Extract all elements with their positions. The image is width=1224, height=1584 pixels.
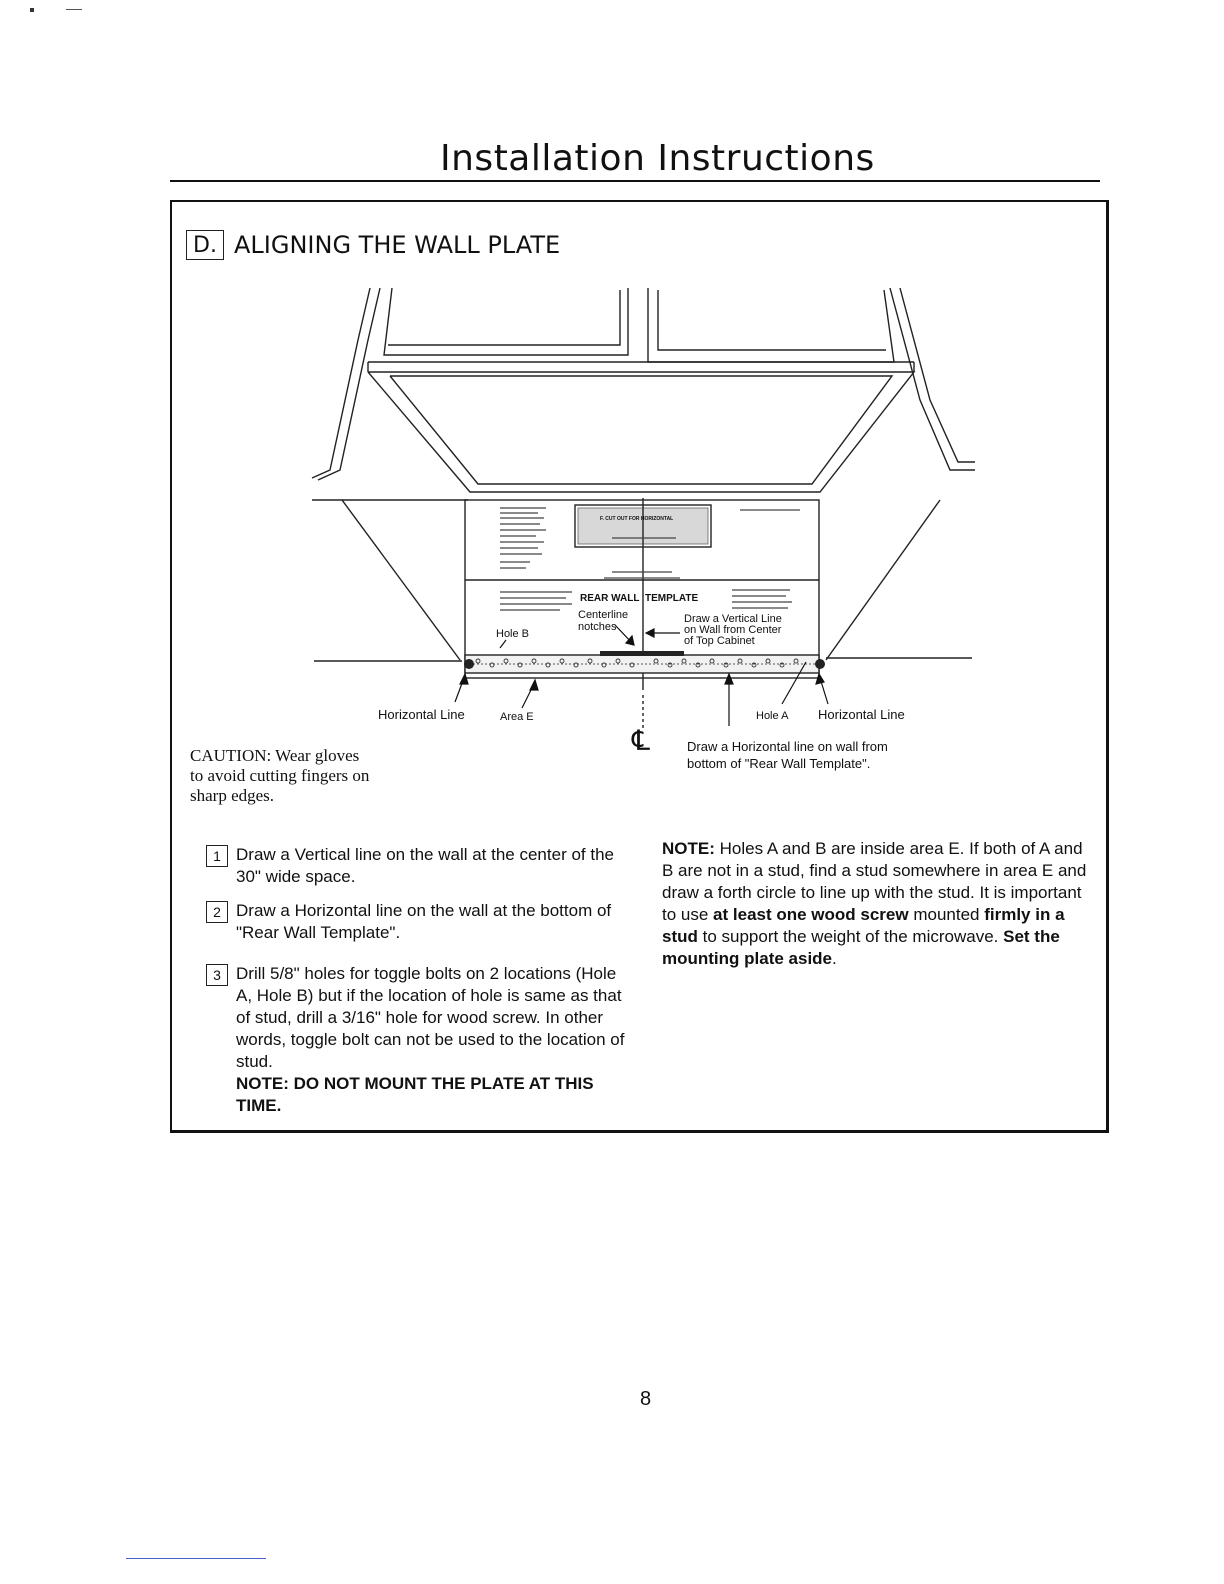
step-text: Draw a Horizontal line on the wall at the bottom of "Rear Wall Template". — [236, 901, 612, 942]
draw-horizontal-label-1: Draw a Horizontal line on wall from — [687, 739, 888, 754]
hole-a-marker — [815, 659, 825, 669]
note-text-2: mounted — [908, 905, 985, 924]
draw-vertical-label-1: Draw a Vertical Line — [684, 613, 782, 625]
section-letter-box: D. — [186, 230, 224, 260]
note-text-1: Holes A and B are inside area E. If both of A and B are not in a stud, find a stud somewhere in area E and draw a forth circle to line up with the stud. It is important to use — [662, 839, 1087, 924]
template-title-left: REAR WALL — [580, 593, 640, 604]
page-title: Installation Instructions — [440, 138, 875, 179]
horizontal-line-label-right: Horizontal Line — [818, 707, 905, 722]
caution-line-1: CAUTION: Wear gloves — [190, 746, 360, 765]
hole-b-label: Hole B — [496, 628, 530, 640]
note-text-4: . — [832, 949, 837, 968]
note-label: NOTE: — [662, 839, 715, 858]
template-title-right: TEMPLATE — [645, 593, 699, 604]
step-2 — [206, 900, 626, 944]
note-bold-2: firmly in a stud — [662, 905, 1065, 946]
section-heading-text: ALIGNING THE WALL PLATE — [234, 231, 561, 259]
centerline-symbol: ℄ — [632, 725, 650, 756]
step-1 — [206, 844, 626, 888]
step-number-box: 3 — [206, 964, 228, 986]
step-3 — [206, 963, 626, 1117]
centerline-label-2: notches — [578, 621, 617, 633]
draw-horizontal-label-2: bottom of "Rear Wall Template". — [687, 756, 871, 771]
note-paragraph — [662, 838, 1094, 970]
note-bold-3: Set the mounting plate aside — [662, 927, 1060, 968]
centerline-label-1: Centerline — [578, 609, 629, 621]
step-number-box: 2 — [206, 901, 228, 923]
page-number: 8 — [640, 1388, 652, 1410]
horizontal-line-label-left: Horizontal Line — [378, 707, 465, 722]
draw-vertical-label-3: of Top Cabinet — [684, 635, 755, 647]
hole-b-marker — [464, 659, 474, 669]
hole-a-label: Hole A — [756, 710, 789, 722]
caution-line-3: sharp edges. — [190, 786, 275, 805]
cabinet-drawing — [312, 288, 975, 730]
step-body — [236, 963, 626, 1117]
step-number-box: 1 — [206, 845, 228, 867]
centerline-notch — [600, 651, 684, 656]
step-note: NOTE: DO NOT MOUNT THE PLATE AT THIS TIME. — [236, 1074, 594, 1115]
draw-vertical-label-2: on Wall from Center — [684, 624, 782, 636]
step-text: Draw a Vertical line on the wall at the center of the 30" wide space. — [236, 845, 614, 886]
caution-line-2: to avoid cutting fingers on — [190, 766, 370, 785]
caution-text — [190, 746, 420, 806]
note-text-3: to support the weight of the microwave. — [697, 927, 1004, 946]
step-text: Drill 5/8" holes for toggle bolts on 2 locations (Hole A, Hole B) but if the location of hole is same as that of stud, drill a 3/16" hole for wood screw. In other words, toggle bolt can not be used to the location of stud. — [236, 964, 625, 1071]
note-bold-1: at least one wood screw — [713, 905, 909, 924]
footer-rule — [126, 1558, 266, 1559]
cutout-label: F. CUT OUT FOR HORIZONTAL — [600, 516, 674, 522]
area-e-label: Area E — [500, 711, 534, 723]
